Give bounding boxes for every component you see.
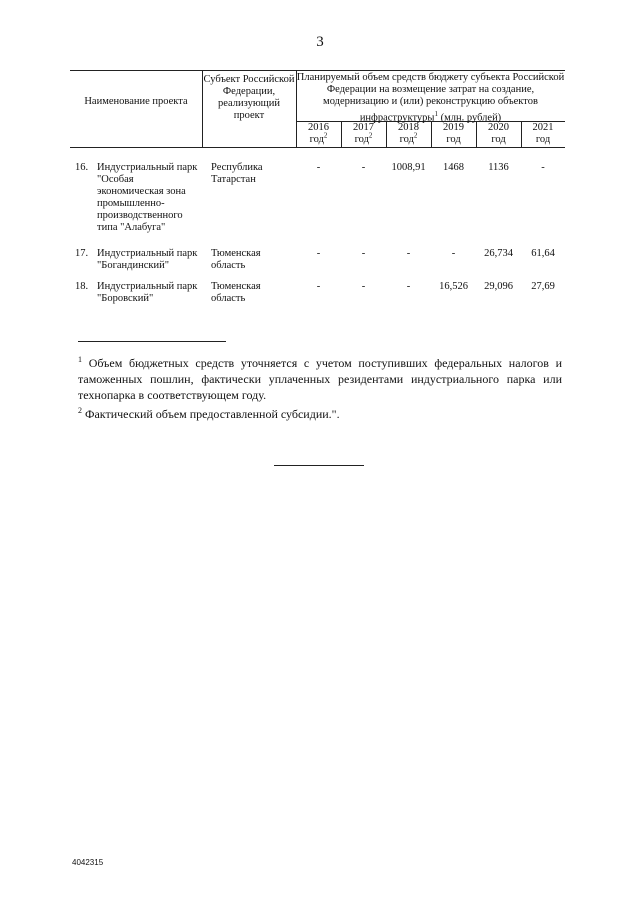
year-label: 2018: [398, 122, 419, 133]
row-value-2020: 26,734: [484, 248, 513, 259]
year-label: 2021: [532, 122, 554, 133]
year-footnote-mark: 2: [368, 131, 373, 140]
row-number: 17.: [75, 248, 89, 259]
year-footnote-mark: 2: [323, 131, 328, 140]
year-header: [431, 122, 476, 147]
footnote-2: [78, 403, 562, 422]
footnote-text: Объем бюджетных средств уточняется с учетом поступивших федеральных налогов и таможенных пошлин, фактически уплаченных резидентами индустриального парка или технопарка в соответствующем году.: [78, 356, 563, 402]
footnotes: [78, 352, 562, 422]
year-header: [476, 122, 521, 147]
footnote-1: [78, 352, 562, 403]
footnote-mark: 1: [78, 355, 82, 364]
year-unit: год: [309, 134, 324, 145]
year-label: 2020: [488, 122, 509, 133]
row-value-2021: 61,64: [531, 248, 555, 259]
header-top-rule: [70, 70, 565, 71]
header-funds: [296, 72, 565, 125]
row-value-2018: -: [406, 248, 411, 259]
row-value-2021: 27,69: [531, 281, 555, 292]
year-label: 2019: [443, 122, 464, 133]
year-unit: год: [446, 134, 461, 145]
row-value-2017: -: [361, 248, 366, 259]
year-unit: год: [535, 134, 551, 145]
footnote-separator: [78, 341, 226, 342]
year-header: [386, 122, 431, 147]
year-unit: год: [491, 134, 506, 145]
row-number: 16.: [75, 162, 89, 173]
year-header: [341, 122, 386, 147]
row-value-2019: 16,526: [439, 281, 468, 292]
header-project-name: Наименование проекта: [84, 96, 188, 107]
row-value-2019: 1468: [443, 162, 464, 173]
row-value-2016: -: [316, 248, 321, 259]
year-unit: год: [399, 134, 414, 145]
year-label: 2016: [308, 122, 329, 133]
year-unit: год: [354, 134, 369, 145]
row-value-2021: -: [541, 162, 545, 173]
page-number: 3: [316, 34, 324, 50]
header-subject: Субъект Российской Федерации, реализующий проект: [203, 74, 295, 121]
year-header: [521, 122, 565, 147]
row-value-2018: 1008,91: [391, 162, 426, 173]
year-footnote-mark: 2: [413, 131, 418, 140]
row-subject: Республика Татарстан: [211, 162, 263, 185]
header-funds-footnote-mark: 1: [434, 110, 438, 118]
row-value-2020: 1136: [488, 162, 509, 173]
document-code: 4042315: [72, 858, 104, 867]
row-value-2017: -: [361, 162, 366, 173]
footnote-mark: 2: [78, 406, 82, 415]
row-subject: Тюменская область: [211, 281, 261, 304]
row-value-2016: -: [316, 281, 321, 292]
year-header: [296, 122, 341, 147]
header-bottom-rule: [70, 147, 565, 148]
row-value-2020: 29,096: [484, 281, 513, 292]
row-value-2019: -: [451, 248, 456, 259]
row-project-name: Индустриальный парк "Особая экономическая зона промышленно-производственного типа "Алабуга": [97, 162, 198, 233]
year-label: 2017: [353, 122, 374, 133]
header-funds-unit: (млн. рублей): [440, 112, 502, 124]
footnote-text: Фактический объем предоставленной субсидии.".: [85, 407, 340, 421]
row-value-2017: -: [361, 281, 366, 292]
row-value-2018: -: [406, 281, 411, 292]
row-value-2016: -: [316, 162, 321, 173]
row-subject: Тюменская область: [211, 248, 261, 271]
row-project-name: Индустриальный парк "Боровский": [97, 281, 198, 304]
row-project-name: Индустриальный парк "Богандинский": [97, 248, 198, 271]
header-funds-text: Планируемый объем средств бюджету субъекта Российской Федерации на возмещение затрат на создание, модернизацию и (или) реконструкцию объектов инфраструктуры: [296, 72, 565, 124]
end-separator: [274, 465, 364, 466]
row-number: 18.: [75, 281, 89, 292]
